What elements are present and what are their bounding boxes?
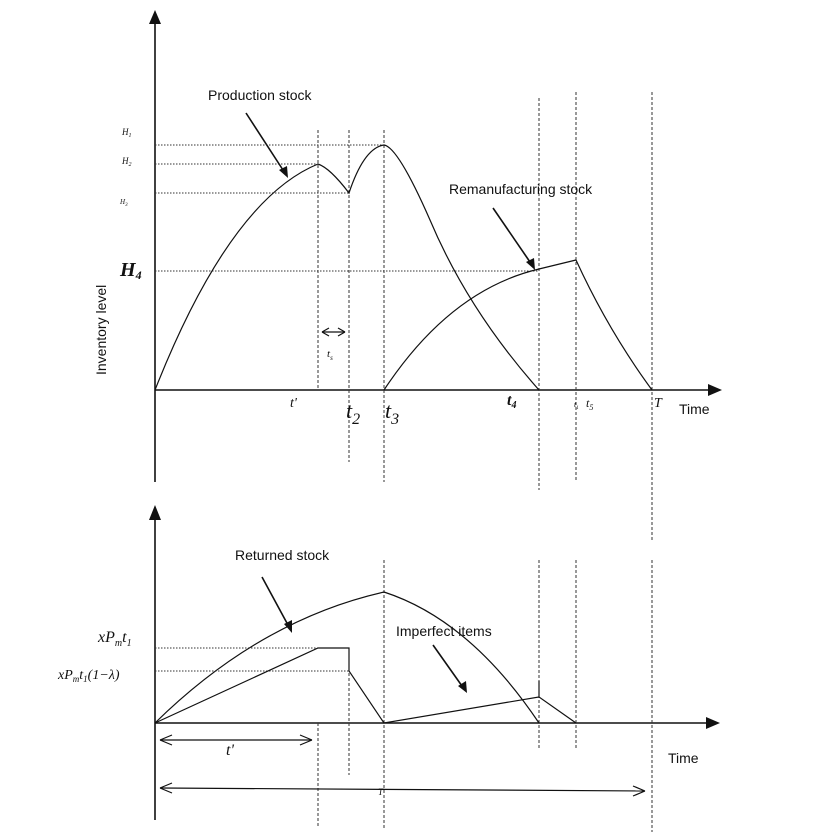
bottom-y-axis-arrowhead	[149, 505, 161, 520]
top-x-axis-label: Time	[679, 401, 710, 417]
returned-stock-curve	[155, 592, 539, 723]
label-h3: $H_3$	[120, 198, 128, 208]
label-ts: $t_s$	[327, 348, 333, 362]
tick-t-small: $t_1$	[574, 400, 579, 411]
imperfect-items-pointer	[433, 645, 462, 686]
bottom-x-axis-arrowhead	[706, 717, 720, 729]
tick-t2: $t_2$	[346, 398, 361, 428]
imperfect-items-curve	[155, 648, 576, 723]
tick-t4: t4	[507, 392, 517, 411]
bottom-x-axis-label: Time	[668, 750, 699, 766]
label-h4: H4	[120, 259, 142, 282]
remanufacturing-stock-curve	[384, 260, 652, 390]
label-xpmt1: $xP_mt_1$	[98, 629, 132, 649]
production-stock-label: Production stock	[208, 87, 312, 103]
span-T-label: T	[378, 787, 384, 797]
returned-stock-arrowhead	[284, 620, 292, 633]
remanufacturing-stock-label: Remanufacturing stock	[449, 181, 593, 197]
span-t-prime-label: t'	[226, 742, 234, 759]
tick-t-prime: t'	[290, 396, 297, 411]
top-y-axis-arrowhead	[149, 10, 161, 24]
bottom-panel	[57, 505, 720, 832]
top-y-axis-label: Inventory level	[93, 284, 109, 375]
span-T-arrow	[160, 788, 645, 791]
imperfect-items-label: Imperfect items	[396, 623, 492, 639]
top-panel	[93, 10, 722, 540]
remanufacturing-stock-arrowhead	[526, 258, 535, 270]
tick-T: T	[654, 396, 662, 411]
returned-stock-pointer	[262, 577, 288, 625]
label-h2: $H_2$	[122, 156, 132, 168]
tick-t3: $t_3$	[385, 398, 400, 428]
tick-t5: $t_5$	[586, 396, 594, 412]
top-x-axis-arrowhead	[708, 384, 722, 396]
label-xpmt1-1-lambda: $xP_mt_1(1-\lambda)$	[58, 668, 120, 684]
label-h1: $H_1$	[122, 127, 132, 139]
production-stock-pointer	[246, 113, 283, 170]
production-stock-arrowhead	[279, 166, 288, 178]
remanufacturing-stock-pointer	[493, 208, 530, 262]
returned-stock-label: Returned stock	[235, 547, 330, 563]
